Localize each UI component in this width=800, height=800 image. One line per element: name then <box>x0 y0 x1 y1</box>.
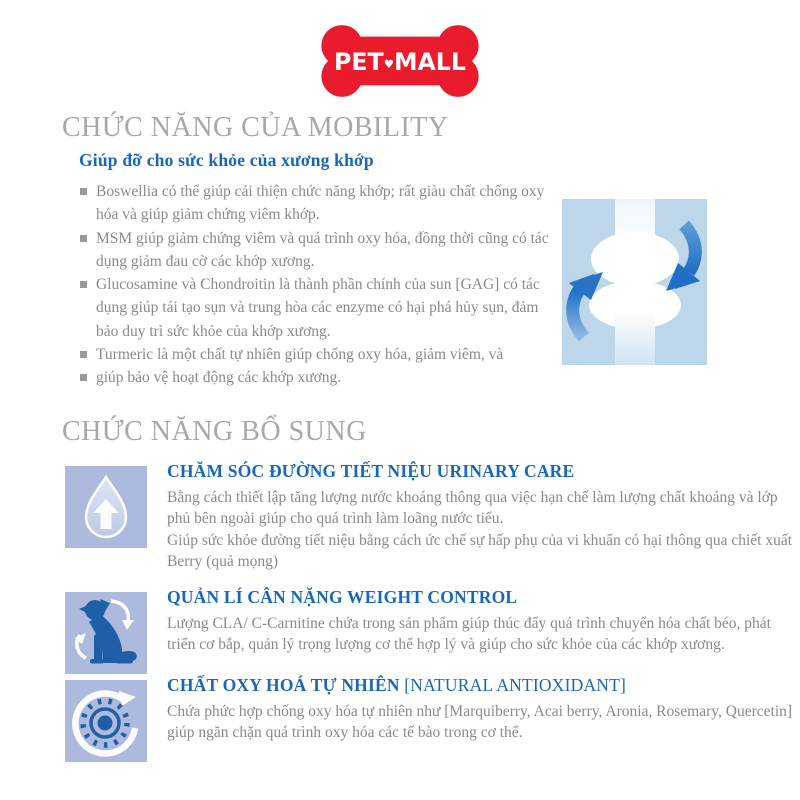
feature-body <box>167 701 799 744</box>
bone-logo-icon <box>316 22 484 100</box>
feature-title-vi: CHĂM SÓC ĐƯỜNG TIẾT NIỆU <box>167 461 433 481</box>
supplement-section-title: CHỨC NĂNG BỔ SUNG <box>62 416 367 447</box>
feature-paragraph: Lượng CLA/ C-Carnitine chứa trong sản phẩm giúp thúc đẩy quá trình chuyển hóa chất béo, phát triển cơ bắp, quản lý trọng lượng cơ thể hợp lý và giúp cho sức khỏe của các khớp xương. <box>167 615 771 654</box>
water-drop-icon <box>65 466 147 548</box>
feature-title-en: [NATURAL ANTIOXIDANT] <box>404 675 627 695</box>
bullet-square-icon <box>80 281 87 288</box>
feature-title <box>167 461 799 482</box>
feature-natural-antioxidant <box>167 675 799 744</box>
bullet-square-icon <box>80 374 87 381</box>
feature-title-vi: CHẤT OXY HOÁ TỰ NHIÊN <box>167 675 400 695</box>
joint-illustration <box>562 199 707 365</box>
logo-text: PET♥MALL <box>334 48 466 77</box>
bullet-square-icon <box>80 235 87 242</box>
feature-title <box>167 587 799 608</box>
feature-paragraph: Chứa phức hợp chống oxy hóa tự nhiên như [Marquiberry, Acai berry, Aronia, Rosemary, Quercetin] giúp ngăn chặn quá trình oxy hóa các tế bào trong cơ thể. <box>167 703 793 742</box>
bullet-text: MSM giúp giảm chứng viêm và quá trình oxy hóa, đồng thời cũng có tác dụng giảm đau cờ các khớp xương. <box>96 229 549 270</box>
feature-title-en: URINARY CARE <box>436 461 575 481</box>
bullet-text: giúp bảo vệ hoạt động các khớp xương. <box>96 369 342 386</box>
list-item <box>80 180 554 227</box>
bullet-square-icon <box>80 188 87 195</box>
feature-weight-control <box>167 587 799 656</box>
bone-joint-icon <box>562 199 707 365</box>
bullet-square-icon <box>80 351 87 358</box>
dog-icon <box>65 592 147 674</box>
bullet-text: Glucosamine và Chondroitin là thành phần chính của sun [GAG] có tác dụng giúp tái tạo sụn và trung hòa các enzyme có hại phá hủy sụn, đảm bảo duy trì sức khỏe của khớp xương. <box>96 276 540 340</box>
list-item <box>80 343 554 366</box>
antioxidant-icon <box>65 680 147 762</box>
feature-paragraph: Bằng cách thiết lập tăng lượng nước khoáng thông qua việc hạn chế làm lượng chất khoáng và lớp phủ bên ngoài giúp cho quá trình làm loãng nước tiểu. <box>167 489 778 528</box>
mobility-section-title: CHỨC NĂNG CỦA MOBILITY <box>62 112 449 143</box>
petmall-logo <box>316 22 484 100</box>
list-item <box>80 366 554 389</box>
bullet-text: Turmeric là một chất tự nhiên giúp chống oxy hóa, giảm viêm, và <box>96 345 504 363</box>
feature-title-en: WEIGHT CONTROL <box>347 587 518 607</box>
list-item <box>80 227 554 274</box>
mobility-subtitle: Giúp đỡ cho sức khỏe của xương khớp <box>79 150 374 170</box>
feature-paragraph: Giúp sức khỏe đường tiết niệu bằng cách ức chế sự hấp phụ của vi khuẩn có hại thông qua chiết xuất Berry (quả mọng) <box>167 531 793 571</box>
feature-body <box>167 487 799 573</box>
feature-body <box>167 613 799 656</box>
feature-urinary-care <box>167 461 799 573</box>
mobility-bullet-list <box>80 180 554 389</box>
feature-title <box>167 675 799 696</box>
bullet-text: Boswellia có thể giúp cải thiện chức năng khớp; rất giàu chất chống oxy hóa và giúp giảm chứng viêm khớp. <box>96 183 545 224</box>
feature-title-vi: QUẢN LÍ CÂN NẶNG <box>167 587 343 607</box>
list-item <box>80 273 554 343</box>
